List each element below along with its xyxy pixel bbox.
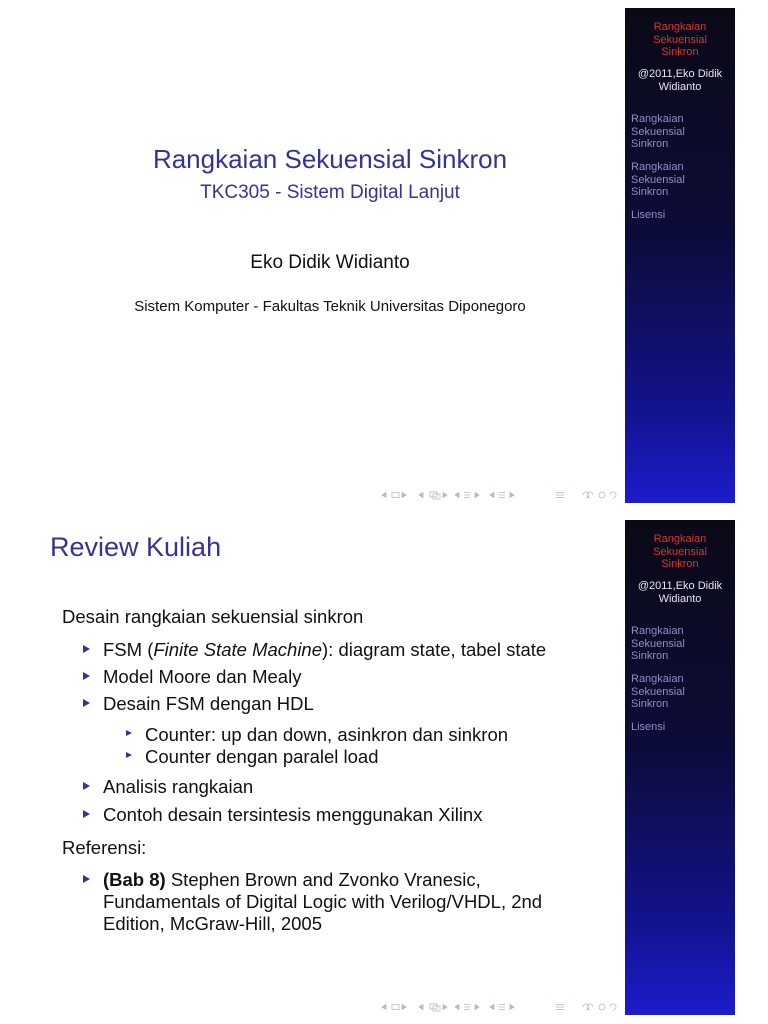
sidebar-author [625, 68, 735, 94]
slide-review [0, 520, 768, 1020]
reference-entry [103, 869, 542, 935]
sidebar-nav-line: Rangkaian [631, 161, 684, 173]
reference-line-2: Fundamentals of Digital Logic with Verilog/VHDL, 2nd [103, 891, 543, 912]
sidebar-title-line: Rangkaian [653, 21, 707, 33]
sidebar-nav-line: Sinkron [631, 698, 669, 710]
reference-authors: Stephen Brown and Zvonko Vranesic, [165, 869, 481, 890]
fsm-suffix: ): diagram state, tabel state [322, 639, 547, 660]
reference-chapter: (Bab 8) [103, 869, 166, 890]
bullet-analisis: Analisis rangkaian [103, 776, 254, 797]
sidebar-nav-lisensi[interactable]: Lisensi [631, 721, 666, 733]
bullet-moore-mealy: Model Moore dan Mealy [103, 666, 302, 687]
sidebar-title-line: Sinkron [661, 558, 699, 570]
sidebar-nav-item[interactable] [631, 625, 731, 663]
bullet-icon [83, 782, 90, 790]
sidebar-nav-line: Sinkron [631, 650, 669, 662]
frame-title: Review Kuliah [50, 532, 222, 562]
beamer-navigation-bar[interactable] [380, 1002, 620, 1012]
navigation-symbols-icon[interactable] [380, 1002, 620, 1012]
sidebar-nav-item[interactable] [631, 161, 731, 199]
sidebar-nav-line: Sekuensial [631, 685, 685, 698]
sidebar-title-line: Sekuensial [653, 545, 707, 558]
sidebar-title-line: Rangkaian [653, 533, 707, 545]
bullet-contoh: Contoh desain tersintesis menggunakan Xilinx [103, 804, 483, 825]
author-name: Eko Didik Widianto [250, 252, 410, 273]
referensi-label: Referensi: [62, 837, 147, 858]
presentation-title: Rangkaian Sekuensial Sinkron [152, 144, 508, 174]
sidebar [625, 8, 735, 503]
sidebar-nav-line: Rangkaian [631, 113, 684, 125]
slide-title [0, 8, 768, 508]
sidebar [625, 520, 735, 1015]
sidebar-author-line: Widianto [658, 593, 702, 605]
sub-bullet-icon [126, 730, 132, 736]
bullet-fsm [103, 639, 546, 661]
fsm-prefix: FSM ( [103, 639, 154, 660]
sidebar-nav-line: Sekuensial [631, 637, 685, 650]
sidebar-nav-line: Rangkaian [631, 673, 684, 685]
sidebar-author-line: @2011,Eko Didik [637, 68, 723, 80]
sidebar-nav-item[interactable] [631, 113, 731, 151]
sidebar-nav-line: Sekuensial [631, 125, 685, 138]
reference-line-1 [103, 869, 542, 891]
sidebar-title-line: Sinkron [661, 46, 699, 58]
institute-name: Sistem Komputer - Fakultas Teknik Universitas Diponegoro [134, 298, 526, 315]
sidebar-author-line: @2011,Eko Didik [637, 580, 723, 592]
sidebar-nav-line: Sinkron [631, 186, 669, 198]
bullet-icon [83, 875, 90, 883]
sidebar-nav-item[interactable] [631, 673, 731, 711]
sidebar-nav-line: Rangkaian [631, 625, 684, 637]
sub-bullet-paralel-load: Counter dengan paralel load [145, 746, 379, 767]
intro-text: Desain rangkaian sekuensial sinkron [62, 606, 364, 627]
bullet-fsm-hdl: Desain FSM dengan HDL [103, 693, 314, 714]
fsm-italic: Finite State Machine [153, 639, 323, 660]
sidebar-title[interactable] [625, 533, 735, 571]
reference-line-3: Edition, McGraw-Hill, 2005 [103, 913, 322, 934]
presentation-subtitle: TKC305 - Sistem Digital Lanjut [200, 182, 460, 203]
navigation-symbols-icon[interactable] [380, 490, 620, 500]
sidebar-title-line: Sekuensial [653, 33, 707, 46]
beamer-navigation-bar[interactable] [380, 490, 620, 500]
sidebar-nav-line: Sinkron [631, 138, 669, 150]
sidebar-author-line: Widianto [658, 81, 702, 93]
sidebar-nav-lisensi[interactable]: Lisensi [631, 209, 666, 221]
sidebar-author [625, 580, 735, 606]
bullet-icon [83, 645, 90, 653]
sub-bullet-counter: Counter: up dan down, asinkron dan sinkron [145, 724, 509, 745]
bullet-icon [83, 810, 90, 818]
sidebar-title[interactable] [625, 21, 735, 59]
bullet-icon [83, 672, 90, 680]
sidebar-nav-line: Sekuensial [631, 173, 685, 186]
bullet-icon [83, 699, 90, 707]
sub-bullet-icon [126, 752, 132, 758]
